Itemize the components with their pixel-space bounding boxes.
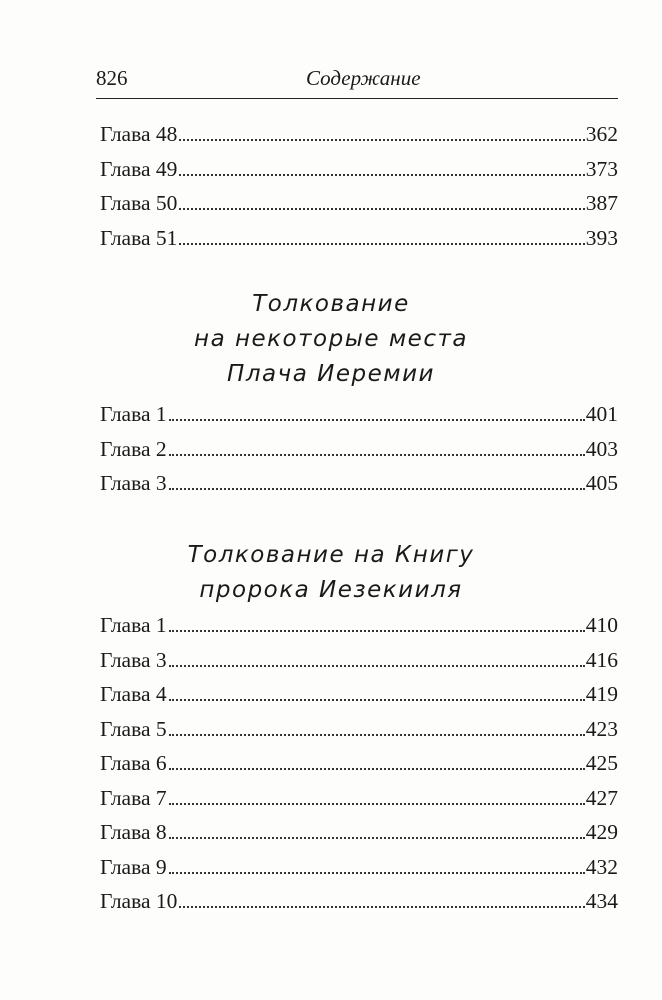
toc-entry-label: Глава 51 [100, 225, 178, 250]
toc-entry-label: Глава 3 [100, 647, 167, 672]
toc-entry-page: 427 [585, 785, 618, 810]
toc-entry-page: 410 [585, 613, 618, 637]
toc-entry-page: 405 [585, 471, 618, 495]
dot-leader [179, 139, 584, 141]
toc-entry-page: 387 [585, 191, 618, 215]
toc-entry-page: 403 [585, 436, 618, 461]
toc-entry[interactable] [100, 191, 618, 226]
toc-entry[interactable] [100, 437, 618, 472]
section-title-ezekiel [60, 538, 602, 608]
toc-entry-label: Глава 5 [100, 716, 167, 741]
dot-leader [169, 630, 585, 632]
toc-entry[interactable] [100, 648, 618, 683]
section-title-line: пророка Иезекииля [199, 577, 463, 603]
dot-leader [169, 699, 585, 701]
toc-entry-label: Глава 7 [100, 785, 167, 810]
dot-leader [169, 872, 585, 874]
toc-entry-label: Глава 1 [100, 402, 167, 426]
toc-entry-label: Глава 8 [100, 820, 167, 844]
toc-entry-page: 416 [585, 647, 618, 672]
section-title-line: Плача Иеремии [227, 361, 435, 387]
toc-entry-page: 419 [585, 682, 618, 706]
dot-leader [179, 906, 584, 908]
section-title-line: на некоторые места [194, 326, 468, 352]
toc-entry-label: Глава 49 [100, 156, 178, 181]
toc-entry[interactable] [100, 717, 618, 752]
toc-list-top [100, 122, 618, 260]
dot-leader [169, 837, 585, 839]
toc-entry-label: Глава 10 [100, 889, 178, 913]
dot-leader [169, 803, 585, 805]
toc-entry[interactable] [100, 820, 618, 855]
dot-leader [169, 419, 585, 421]
toc-entry[interactable] [100, 613, 618, 648]
toc-entry-page: 362 [585, 122, 618, 146]
dot-leader [169, 768, 585, 770]
toc-entry[interactable] [100, 402, 618, 437]
toc-entry-page: 423 [585, 716, 618, 741]
toc-entry-page: 393 [585, 225, 618, 250]
toc-entry-label: Глава 50 [100, 191, 178, 215]
toc-entry-page: 401 [585, 402, 618, 426]
toc-entry[interactable] [100, 751, 618, 786]
toc-entry-page: 434 [585, 889, 618, 913]
toc-entry-label: Глава 9 [100, 854, 167, 879]
running-title: Содержание [306, 66, 421, 90]
toc-entry-page: 373 [585, 156, 618, 181]
dot-leader [179, 243, 584, 245]
toc-list-lamentations [100, 402, 618, 506]
dot-leader [169, 454, 585, 456]
toc-entry[interactable] [100, 682, 618, 717]
dot-leader [169, 665, 585, 667]
toc-entry-label: Глава 1 [100, 613, 167, 637]
toc-entry-label: Глава 2 [100, 436, 167, 461]
dot-leader [169, 488, 585, 490]
toc-entry[interactable] [100, 122, 618, 157]
section-title-lamentations [60, 287, 602, 392]
dot-leader [179, 174, 584, 176]
page-header [96, 58, 618, 99]
toc-entry-label: Глава 4 [100, 682, 167, 706]
toc-entry-page: 429 [585, 820, 618, 844]
toc-entry[interactable] [100, 786, 618, 821]
toc-entry[interactable] [100, 226, 618, 261]
toc-list-ezekiel [100, 613, 618, 924]
toc-entry-page: 432 [585, 854, 618, 879]
section-title-line: Толкование на Книгу [187, 542, 475, 568]
toc-entry-label: Глава 3 [100, 471, 167, 495]
dot-leader [169, 734, 585, 736]
toc-entry[interactable] [100, 157, 618, 192]
toc-entry-page: 425 [585, 751, 618, 775]
toc-entry[interactable] [100, 471, 618, 506]
toc-entry[interactable] [100, 855, 618, 890]
page-number: 826 [96, 66, 128, 90]
toc-entry[interactable] [100, 889, 618, 924]
dot-leader [179, 208, 584, 210]
section-title-line: Толкование [252, 291, 410, 317]
toc-entry-label: Глава 48 [100, 122, 178, 146]
toc-entry-label: Глава 6 [100, 751, 167, 775]
